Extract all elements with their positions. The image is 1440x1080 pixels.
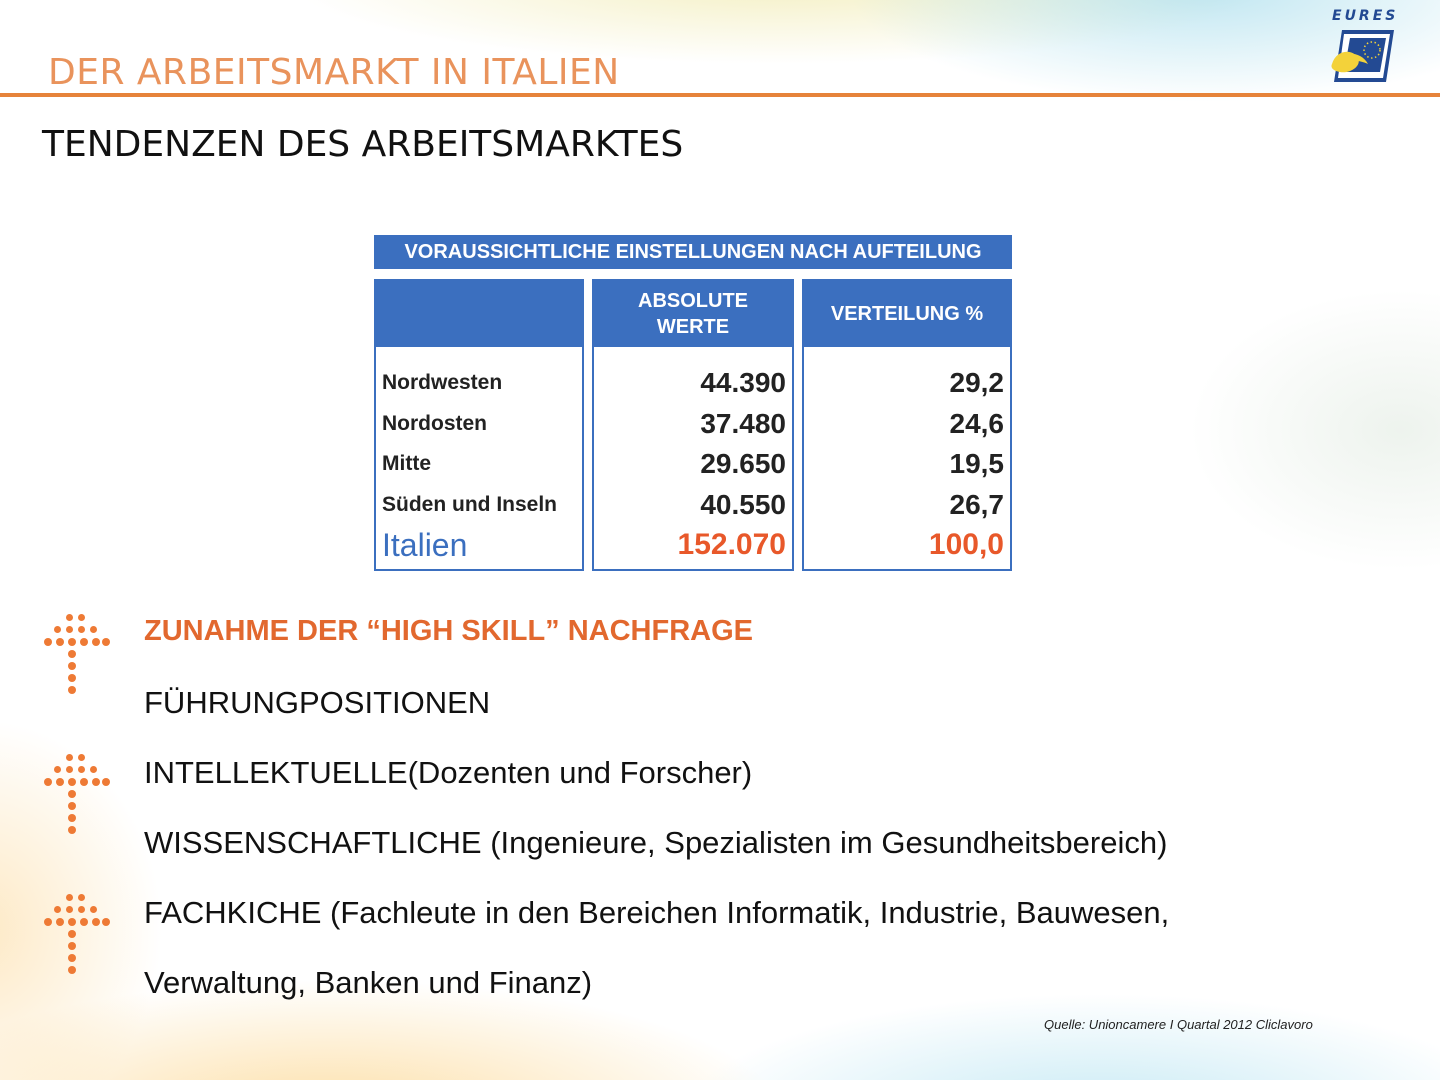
dotted-arrow-icon <box>44 894 110 974</box>
percent-cell: 19,5 <box>949 448 1004 479</box>
arrow-dot <box>68 826 76 834</box>
percent-cell: 26,7 <box>949 488 1004 520</box>
arrow-dot <box>68 814 76 822</box>
arrow-dot <box>44 918 52 926</box>
arrow-dot <box>80 638 88 646</box>
table-caption: VORAUSSICHTLICHE EINSTELLUNGEN NACH AUFTEILUNG <box>374 235 1012 269</box>
arrow-dot <box>102 918 110 926</box>
arrow-dot <box>68 686 76 694</box>
absolute-value-cell: 37.480 <box>700 407 786 439</box>
absolute-values-column <box>592 279 794 571</box>
arrow-dot <box>66 766 73 773</box>
arrow-dot <box>78 894 85 901</box>
distribution-column <box>802 279 1012 571</box>
arrow-dot <box>56 778 64 786</box>
arrow-dot <box>68 942 76 950</box>
bullet-line: INTELLEKTUELLE(Dozenten und Forscher) <box>144 755 753 790</box>
arrow-dot <box>78 754 85 761</box>
region-cell: Nordosten <box>382 411 487 435</box>
arrow-dot <box>68 802 76 810</box>
total-percent-cell: 100,0 <box>928 528 1004 561</box>
arrow-dot <box>56 638 64 646</box>
arrow-dot <box>92 778 100 786</box>
dotted-arrow-icon <box>44 614 110 694</box>
arrow-dot <box>68 966 76 974</box>
absolute-values-header-label: ABSOLUTE WERTE <box>638 290 748 338</box>
region-cell: Nordwesten <box>382 371 503 394</box>
header-divider <box>0 93 1440 97</box>
region-cell: Süden und Inseln <box>382 492 558 516</box>
bullet-line: WISSENSCHAFTLICHE (Ingenieure, Spezialisten im Gesundheitsbereich) <box>144 825 1168 860</box>
arrow-dot <box>44 638 52 646</box>
arrow-dot <box>102 638 110 646</box>
logo-text: EURES <box>1332 8 1399 24</box>
arrow-dot <box>54 626 61 633</box>
bullet-heading: ZUNAHME DER “HIGH SKILL” NACHFRAGE <box>144 615 753 647</box>
bullet-line: Verwaltung, Banken und Finanz) <box>144 965 593 1000</box>
arrow-dot <box>54 906 61 913</box>
dotted-arrow-icon <box>44 754 110 834</box>
arrow-dot <box>68 918 76 926</box>
eures-logo <box>1328 8 1400 88</box>
arrow-dot <box>68 930 76 938</box>
slide-header-title: DER ARBEITSMARKT IN ITALIEN <box>48 52 620 93</box>
bullet-line: FÜHRUNGPOSITIONEN <box>144 685 491 720</box>
arrow-dot <box>80 778 88 786</box>
absolute-value-cell: 29.650 <box>700 448 786 479</box>
percent-cell: 29,2 <box>949 367 1004 398</box>
arrow-dot <box>68 662 76 670</box>
arrow-dot <box>78 614 85 621</box>
arrow-dot <box>102 778 110 786</box>
arrow-dot <box>92 918 100 926</box>
percent-cell: 24,6 <box>949 407 1004 439</box>
region-cell: Mitte <box>382 452 431 475</box>
arrow-dot <box>66 894 73 901</box>
eures-emblem-icon <box>1328 24 1400 88</box>
arrow-dot <box>54 766 61 773</box>
arrow-dot <box>68 650 76 658</box>
absolute-value-cell: 44.390 <box>700 367 786 398</box>
region-column <box>374 279 584 571</box>
region-column-header <box>376 281 582 347</box>
arrow-dot <box>66 906 73 913</box>
arrow-dot <box>78 626 85 633</box>
arrow-dot <box>92 638 100 646</box>
hiring-table <box>374 235 1012 571</box>
absolute-values-header <box>594 281 792 347</box>
arrow-dot <box>90 626 97 633</box>
arrow-dot <box>68 674 76 682</box>
arrow-dot <box>90 766 97 773</box>
absolute-value-cell: 40.550 <box>700 488 786 520</box>
arrow-dot <box>68 790 76 798</box>
arrow-dot <box>68 954 76 962</box>
source-note: Quelle: Unioncamere I Quartal 2012 Cliclavoro <box>1044 1017 1313 1032</box>
arrow-dot <box>56 918 64 926</box>
arrow-dot <box>68 638 76 646</box>
total-absolute-cell: 152.070 <box>677 528 786 561</box>
arrow-dot <box>66 614 73 621</box>
arrow-dot <box>80 918 88 926</box>
arrow-dot <box>66 626 73 633</box>
slide-subtitle: TENDENZEN DES ARBEITSMARKTES <box>42 124 684 165</box>
total-region-cell: Italien <box>382 527 468 563</box>
arrow-dot <box>78 766 85 773</box>
bullet-line: FACHKICHE (Fachleute in den Bereichen Informatik, Industrie, Bauwesen, <box>144 895 1170 930</box>
arrow-dot <box>68 778 76 786</box>
arrow-dot <box>44 778 52 786</box>
arrow-dot <box>66 754 73 761</box>
arrow-dot <box>90 906 97 913</box>
distribution-header: VERTEILUNG % <box>804 281 1010 347</box>
arrow-dot <box>78 906 85 913</box>
